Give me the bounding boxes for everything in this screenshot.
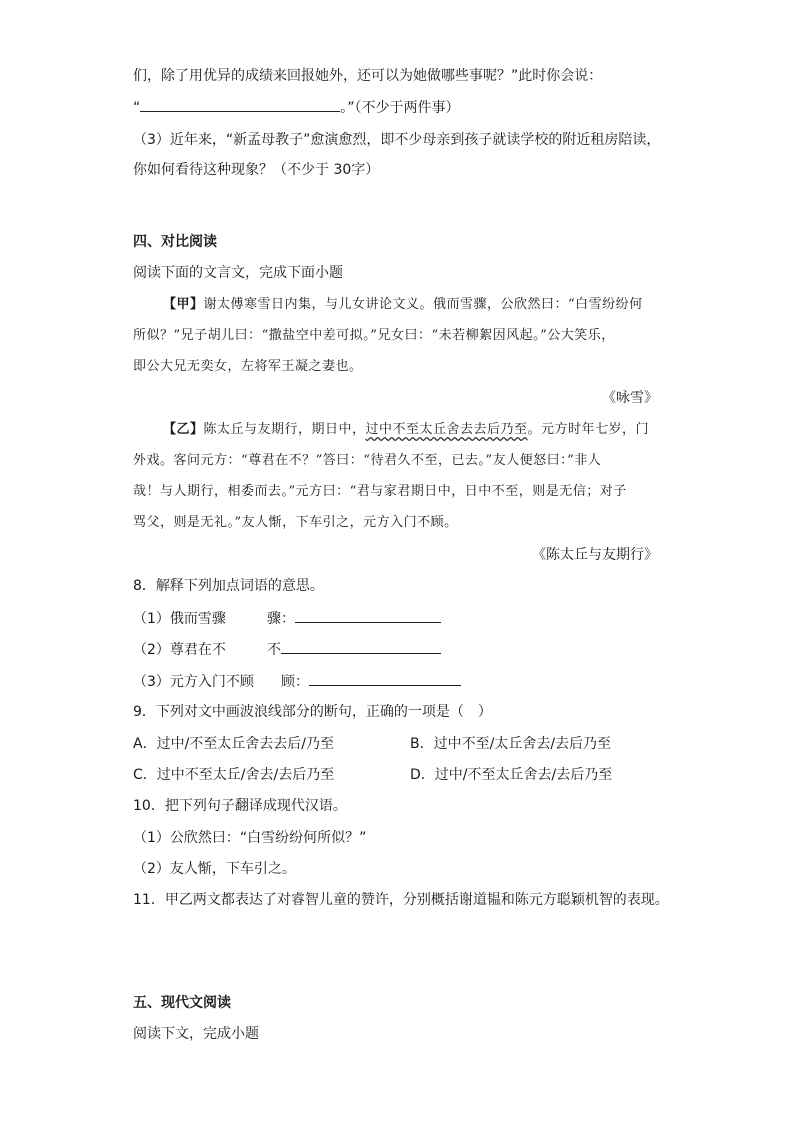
question-stem: 10．把下列句子翻译成现代汉语。	[133, 798, 347, 814]
option-b[interactable]: B．过中不至/太丘舍去/去后乃至	[410, 736, 612, 752]
question-stem: 8．解释下列加点词语的意思。	[133, 578, 324, 594]
passage-line: 骂父，则是无礼。”友人惭，下车引之，元方入门不顾。	[133, 515, 458, 530]
passage-line: 所似？”兄子胡儿曰：“撒盐空中差可拟。”兄女曰：“未若柳絮因风起。”公大笑乐，	[133, 328, 615, 343]
question-3-text: （3）近年来，“新孟母教子”愈演愈烈，即不少母亲到孩子就读学校的附近租房陪读，	[133, 132, 661, 148]
question-stem: 11．甲乙两文都表达了对睿智儿童的赞许，分别概括谢道韫和陈元方聪颖机智的表现。	[133, 892, 669, 908]
answer-blank[interactable]	[295, 608, 441, 623]
question-3-text-cont: 你如何看待这种现象？（不少于 30字）	[133, 162, 380, 178]
section-instruction: 阅读下面的文言文，完成下面小题	[133, 265, 343, 281]
option-d[interactable]: D．过中/不至太丘舍去/去后乃至	[410, 767, 613, 783]
option-c[interactable]: C．过中不至太丘/舍去/去后乃至	[133, 767, 335, 783]
question-item: （1）俄而雪骤 骤：	[133, 608, 441, 629]
wavy-underlined-text: 过中不至太丘舍去去后乃至	[365, 422, 528, 437]
passage-line: 哉！与人期行，相委而去。”元方曰：“君与家君期日中，日中不至，则是无信；对子	[133, 484, 627, 499]
question-item: （1）公欣然曰：“白雪纷纷何所似？”	[133, 830, 367, 846]
question-item: （2）友人惭，下车引之。	[133, 861, 296, 877]
question-text: 们，除了用优异的成绩来回报她外，还可以为她做哪些事呢？”此时你会说：	[133, 68, 603, 84]
question-stem: 9．下列对文中画波浪线部分的断句，正确的一项是（ ）	[133, 704, 492, 720]
passage-line: 【甲】谢太傅寒雪日内集，与儿女讲论文义。俄而雪骤，公欣然曰：“白雪纷纷何	[163, 297, 643, 312]
answer-blank[interactable]	[140, 97, 340, 112]
passage-source: 《陈太丘与友期行》	[532, 547, 658, 563]
answer-blank[interactable]	[309, 671, 461, 686]
option-a[interactable]: A．过中/不至太丘舍去去后/乃至	[133, 736, 335, 752]
passage-source: 《咏雪》	[602, 390, 658, 406]
section-title: 五、现代文阅读	[133, 995, 231, 1011]
passage-line: 外戏。客问元方：“尊君在不？”答曰：“待君久不至，已去。”友人便怒曰：”非人	[133, 453, 602, 468]
answer-blank[interactable]	[281, 639, 441, 654]
question-item: （2）尊君在不 不	[133, 639, 441, 660]
section-title: 四、对比阅读	[133, 234, 217, 250]
answer-line: “ 。”（不少于两件事）	[133, 97, 460, 118]
passage-line: 【乙】陈太丘与友期行，期日中，过中不至太丘舍去去后乃至。元方时年七岁，门	[163, 422, 650, 437]
question-item: （3）元方入门不顾 顾：	[133, 671, 461, 692]
section-instruction: 阅读下文，完成小题	[133, 1026, 259, 1042]
passage-line: 即公大兄无奕女，左将军王凝之妻也。	[133, 359, 363, 374]
